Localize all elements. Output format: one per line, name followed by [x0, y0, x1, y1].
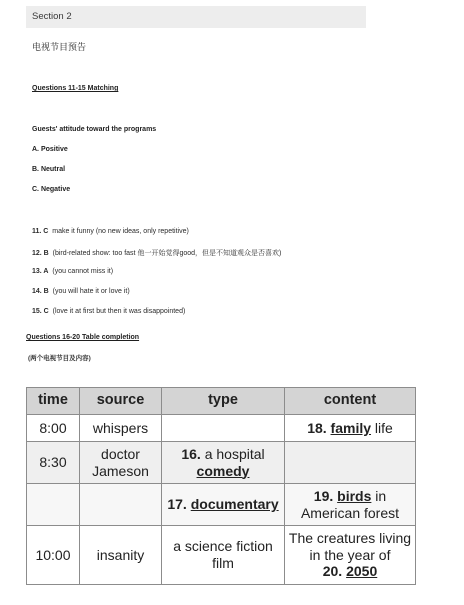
- content-text: life: [371, 419, 393, 436]
- cell-content: [285, 442, 416, 484]
- answer-note: (bird-related show: too fast 他一开始觉得good，但是不知道观众是否喜欢): [52, 250, 282, 257]
- answer-note: (you will hate it or love it): [52, 288, 130, 295]
- answer-note: (love it at first but then it was disappointed): [52, 308, 186, 315]
- cell-source: [80, 484, 162, 526]
- header-type: type: [162, 388, 285, 415]
- document-title: 电视节目预告: [32, 42, 87, 52]
- answer-number: 13. A: [32, 268, 49, 275]
- cell-type: a science fiction film: [162, 526, 285, 585]
- cell-time: 8:30: [27, 442, 80, 484]
- answer-number: 14. B: [32, 288, 49, 295]
- attitude-title: Guests' attitude toward the programs: [32, 126, 157, 133]
- table-row: [27, 526, 416, 585]
- question-number: 19.: [313, 487, 334, 504]
- question-number: 18.: [307, 419, 327, 436]
- cell-content: [285, 415, 416, 442]
- answer-fill: 2050: [346, 563, 378, 580]
- cell-source: whispers: [80, 415, 162, 442]
- answer-15: [32, 308, 185, 315]
- program-table: [26, 387, 416, 585]
- answer-fill: comedy: [196, 462, 250, 479]
- header-content: content: [285, 388, 416, 415]
- content-text: The creatures living in the year of: [288, 529, 412, 563]
- answer-note: (you cannot miss it): [52, 268, 114, 275]
- question-number: 17.: [167, 496, 187, 513]
- table-row: [27, 484, 416, 526]
- section-header: Section 2: [26, 6, 366, 28]
- cell-type: [162, 442, 285, 484]
- table-row: [27, 415, 416, 442]
- table-heading: Questions 16-20 Table completion: [26, 334, 140, 341]
- cell-content: [285, 526, 416, 585]
- cell-time: [27, 484, 80, 526]
- question-number: 20.: [322, 563, 343, 580]
- type-text: a hospital: [200, 445, 265, 462]
- question-number: 16.: [181, 445, 201, 462]
- cell-time: 10:00: [27, 526, 80, 585]
- answer-fill: family: [330, 419, 372, 436]
- option-a: A. Positive: [32, 146, 68, 153]
- answer-number: 11. C: [32, 228, 49, 235]
- header-source: source: [80, 388, 162, 415]
- option-b: B. Neutral: [32, 166, 66, 173]
- answer-12: [32, 248, 281, 258]
- answer-number: 15. C: [32, 308, 49, 315]
- cell-type: [162, 415, 285, 442]
- answer-fill: birds: [337, 487, 372, 504]
- cell-time: 8:00: [27, 415, 80, 442]
- answer-note: make it funny (no new ideas, only repetitive): [52, 228, 189, 235]
- cell-source: insanity: [80, 526, 162, 585]
- option-c: C. Negative: [32, 186, 71, 193]
- table-row: [27, 442, 416, 484]
- content-text: in American forest: [300, 487, 400, 521]
- header-time: time: [27, 388, 80, 415]
- answer-11: [32, 228, 189, 235]
- answer-14: [32, 288, 130, 295]
- cell-type: [162, 484, 285, 526]
- cell-content: [285, 484, 416, 526]
- answer-number: 12. B: [32, 250, 49, 257]
- answer-fill: documentary: [190, 496, 279, 513]
- table-subheading: (两个电视节目及内容): [28, 355, 91, 362]
- matching-heading: Questions 11-15 Matching: [32, 85, 119, 92]
- answer-13: [32, 268, 113, 275]
- table-header-row: [27, 388, 416, 415]
- cell-source: doctor Jameson: [80, 442, 162, 484]
